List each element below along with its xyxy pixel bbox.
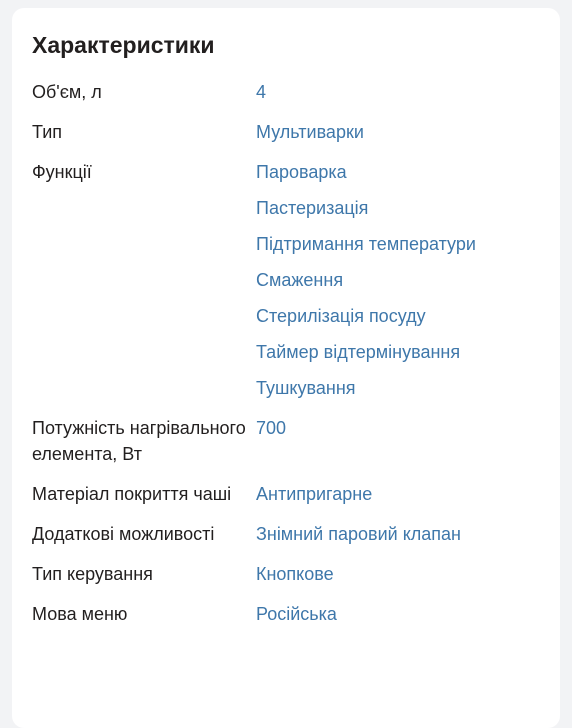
spec-row-heating-power (32, 415, 540, 467)
spec-label: Мова меню (32, 604, 128, 624)
spec-value-link[interactable]: Пастеризація (256, 198, 369, 218)
spec-value-link[interactable]: Мультиварки (256, 122, 364, 142)
spec-value-link[interactable]: Стерилізація посуду (256, 306, 426, 326)
section-title: Характеристики (32, 32, 215, 58)
spec-values (256, 159, 540, 401)
spec-row-bowl-coating (32, 481, 540, 507)
spec-row-menu-language (32, 601, 540, 627)
spec-values (256, 119, 540, 145)
spec-value-link[interactable]: 4 (256, 82, 267, 102)
spec-row-volume (32, 79, 540, 105)
spec-value-link[interactable]: Антипригарне (256, 484, 373, 504)
spec-label: Потужність нагрівального елемента, Вт (32, 418, 246, 464)
spec-label: Матеріал покриття чаші (32, 484, 232, 504)
spec-label: Додаткові можливості (32, 524, 215, 544)
spec-value-link[interactable]: 700 (256, 418, 287, 438)
spec-value-link[interactable]: Пароварка (256, 162, 347, 182)
spec-row-type (32, 119, 540, 145)
spec-values (256, 415, 540, 441)
spec-row-functions (32, 159, 540, 401)
spec-label: Тип (32, 122, 63, 142)
spec-value-link[interactable]: Кнопкове (256, 564, 334, 584)
spec-values (256, 481, 540, 507)
spec-row-control-type (32, 561, 540, 587)
spec-label: Функції (32, 162, 92, 182)
spec-value-link[interactable]: Знімний паровий клапан (256, 524, 461, 544)
spec-row-extra-features (32, 521, 540, 547)
spec-value-link[interactable]: Тушкування (256, 378, 356, 398)
spec-values (256, 561, 540, 587)
spec-label: Тип керування (32, 564, 153, 584)
spec-value-link[interactable]: Підтримання температури (256, 234, 476, 254)
spec-values (256, 601, 540, 627)
spec-values (256, 79, 540, 105)
spec-label: Об'єм, л (32, 82, 102, 102)
spec-values (256, 521, 540, 547)
characteristics-card (12, 8, 560, 728)
spec-value-link[interactable]: Російська (256, 604, 337, 624)
spec-value-link[interactable]: Таймер відтермінування (256, 342, 461, 362)
spec-value-link[interactable]: Смаження (256, 270, 344, 290)
